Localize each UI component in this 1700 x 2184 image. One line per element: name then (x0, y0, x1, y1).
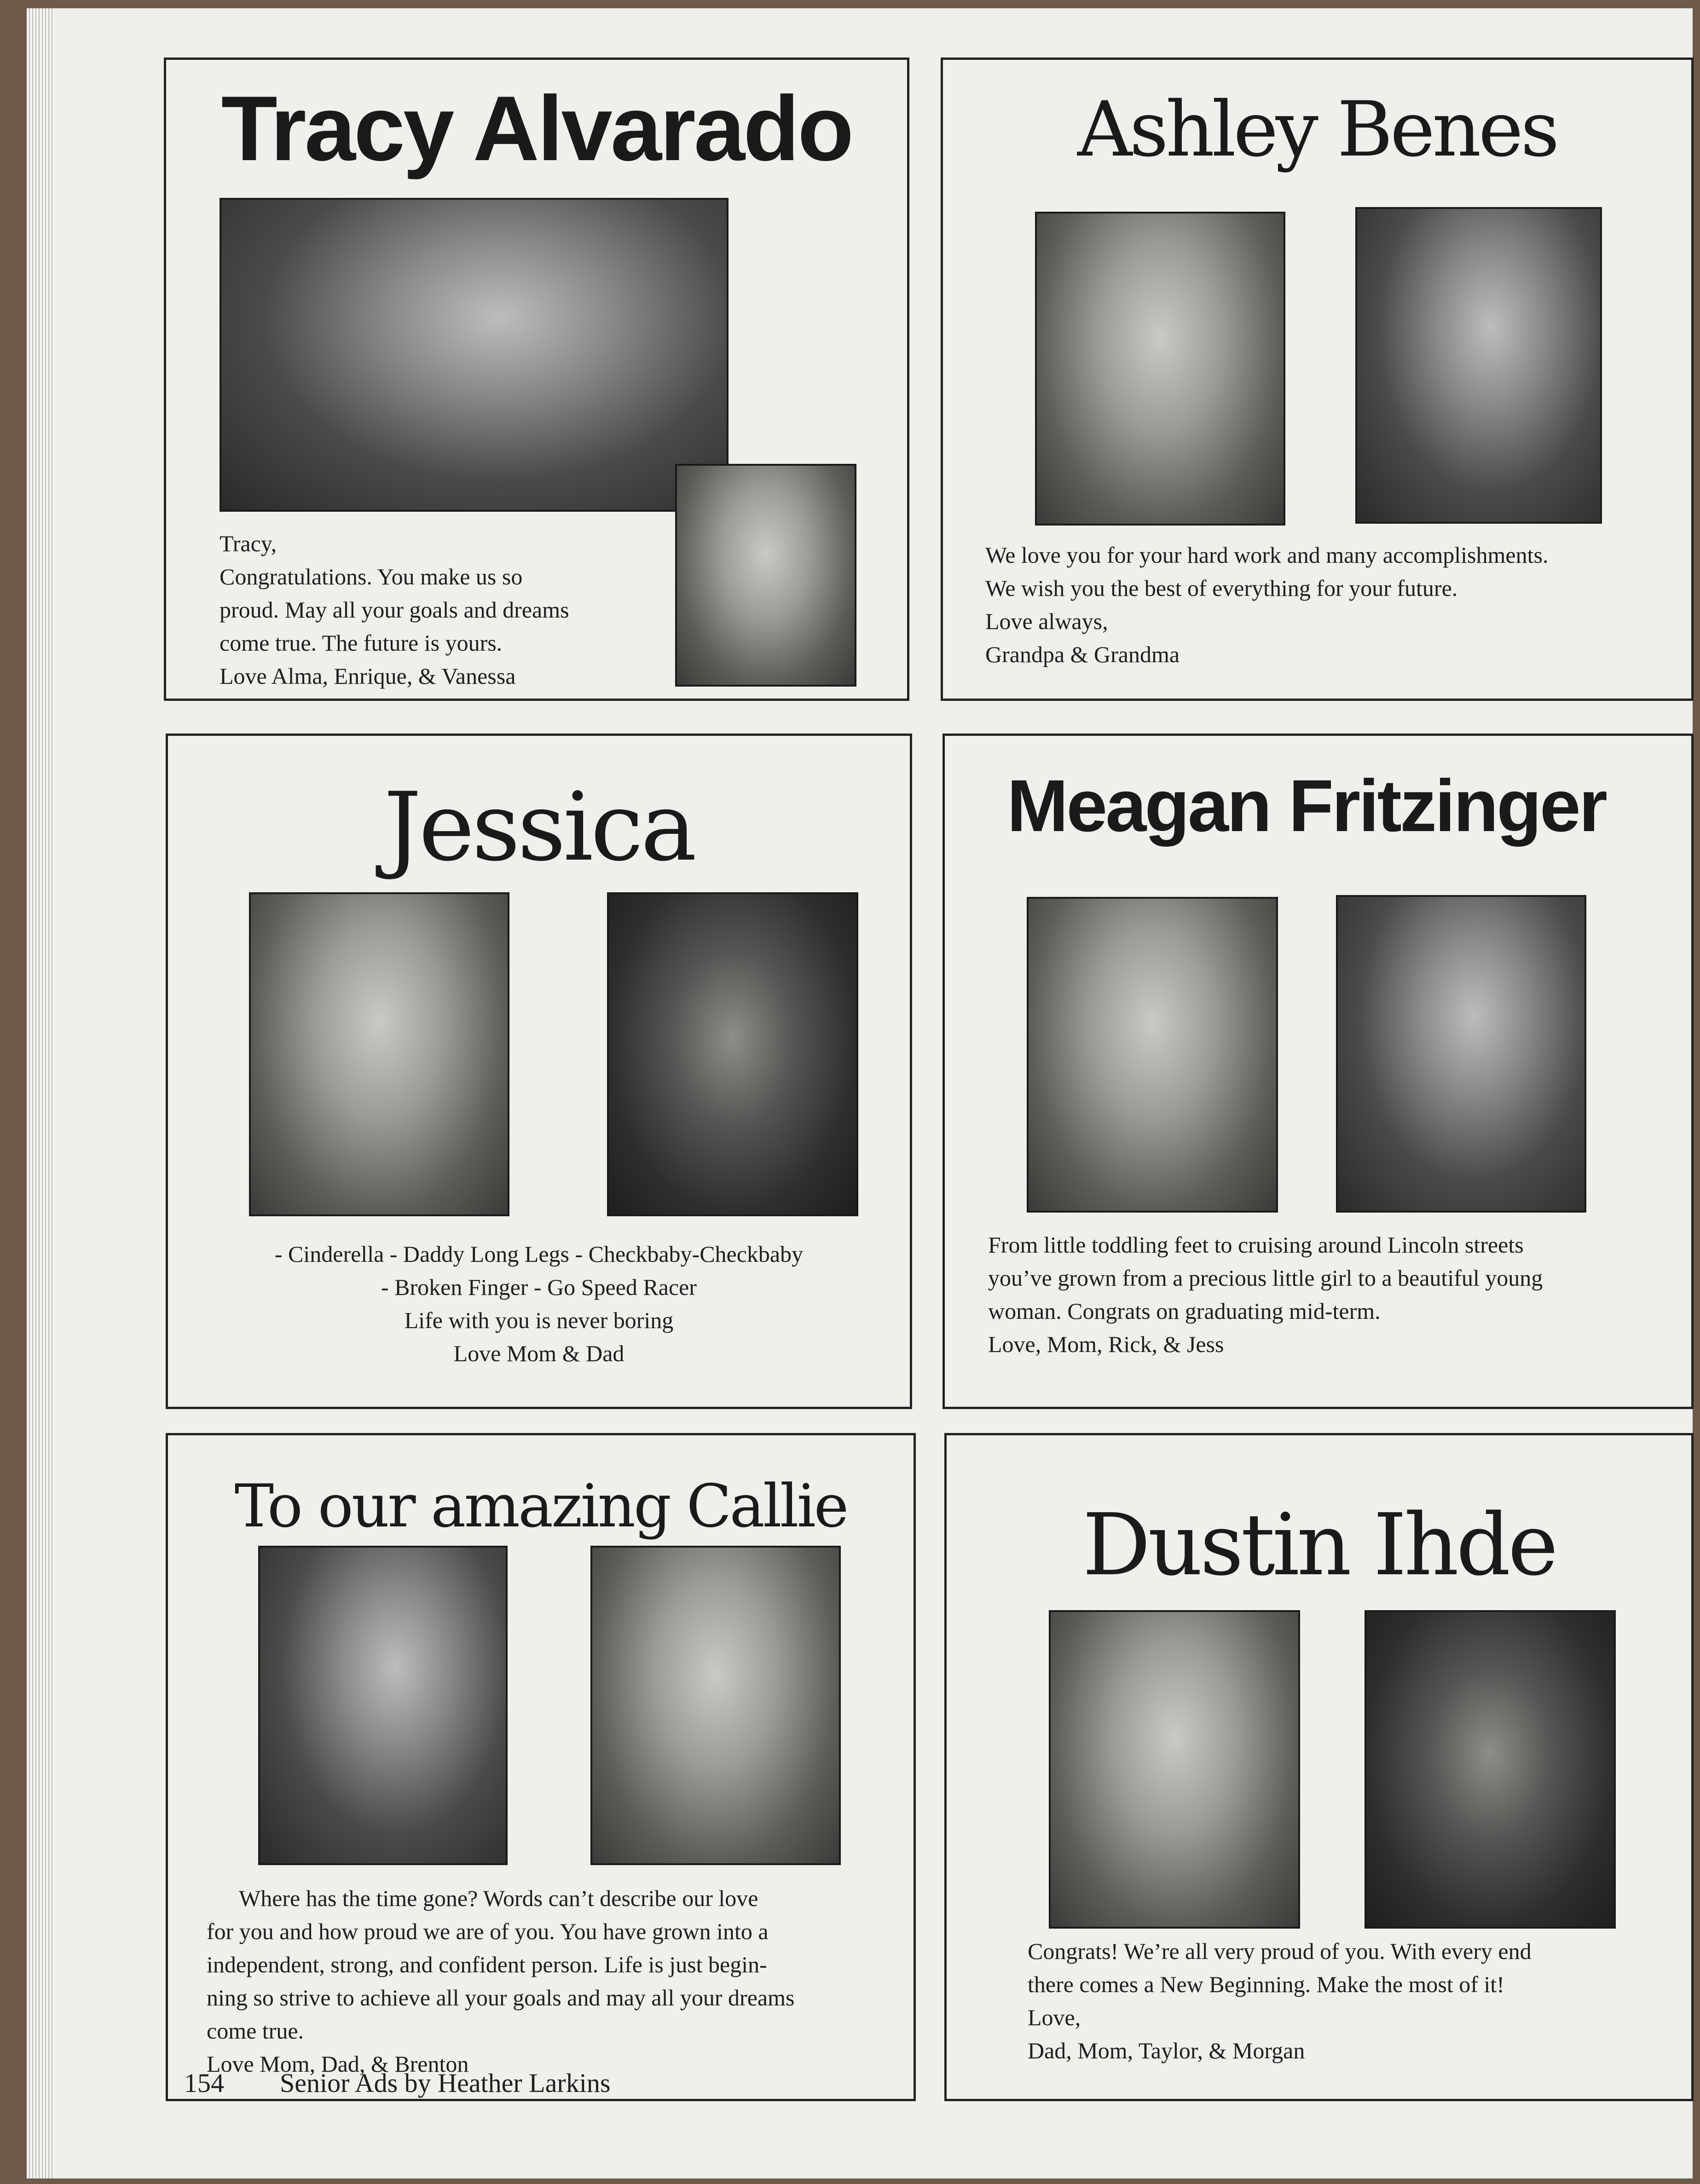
ad-ashley-benes (941, 58, 1694, 701)
page-number: 154 (184, 2068, 224, 2098)
ad-title: Meagan Fritzinger (1007, 764, 1606, 847)
ad-jessica (166, 734, 912, 1409)
ad-meagan-fritzinger (943, 734, 1694, 1409)
ad-message: We love you for your hard work and many accomplishments. We wish you the best of everything for your future. Love always, Grandpa & Grandma (985, 542, 1549, 667)
ad-dustin-ihde (944, 1433, 1694, 2101)
ad-message: Congrats! We’re all very proud of you. With every end there comes a New Beginning. Make the most of it! Love, Dad, Mom, Taylor, & Morgan (1028, 1938, 1532, 2063)
photo-child (590, 1546, 841, 1865)
ad-message: Tracy, Congratulations. You make us so proud. May all your goals and dreams come true. The future is yours. Love Alma, Enrique, & Vanessa (220, 531, 569, 689)
photo-senior (1365, 1610, 1616, 1929)
ad-message: From little toddling feet to cruising around Lincoln streets you’ve grown from a precious little girl to a beautiful young woman. Congrats on graduating mid-term. Love, Mom, Rick, & Jess (988, 1232, 1543, 1357)
page-edge (27, 8, 54, 2178)
ad-tracy-alvarado (164, 58, 909, 701)
yearbook-page (27, 8, 1693, 2178)
photo-child (1035, 212, 1285, 526)
ad-callie (166, 1433, 916, 2101)
ad-title: Tracy Alvarado (221, 77, 852, 180)
footer-credit: Senior Ads by Heather Larkins (280, 2068, 611, 2098)
ad-title: Ashley Benes (1077, 85, 1557, 173)
ad-message: - Cinderella - Daddy Long Legs - Checkbaby-Checkbaby - Broken Finger - Go Speed Racer Life with you is never boring Love Mom & Dad (274, 1241, 804, 1366)
photo-senior (258, 1546, 508, 1865)
ad-message: Where has the time gone? Words can’t describe our love for you and how proud we are of you. You have grown into a independent, strong, and confident person. Life is just begin- ning so strive to achieve all your goals and may all your dreams come true. Love Mom, Dad, & Brenton (207, 1885, 795, 2077)
photo-baby (675, 464, 856, 687)
photo-child (1049, 1610, 1300, 1929)
ad-title: Jessica (383, 773, 694, 882)
photo-senior (1336, 895, 1586, 1213)
photo-child (1027, 897, 1278, 1213)
photo-senior (1355, 207, 1602, 524)
photo-senior (607, 892, 858, 1216)
photo-senior (220, 198, 729, 512)
ad-title: Dustin Ihde (1082, 1495, 1555, 1595)
ad-title: To our amazing Callie (234, 1472, 847, 1541)
photo-child (249, 892, 509, 1216)
